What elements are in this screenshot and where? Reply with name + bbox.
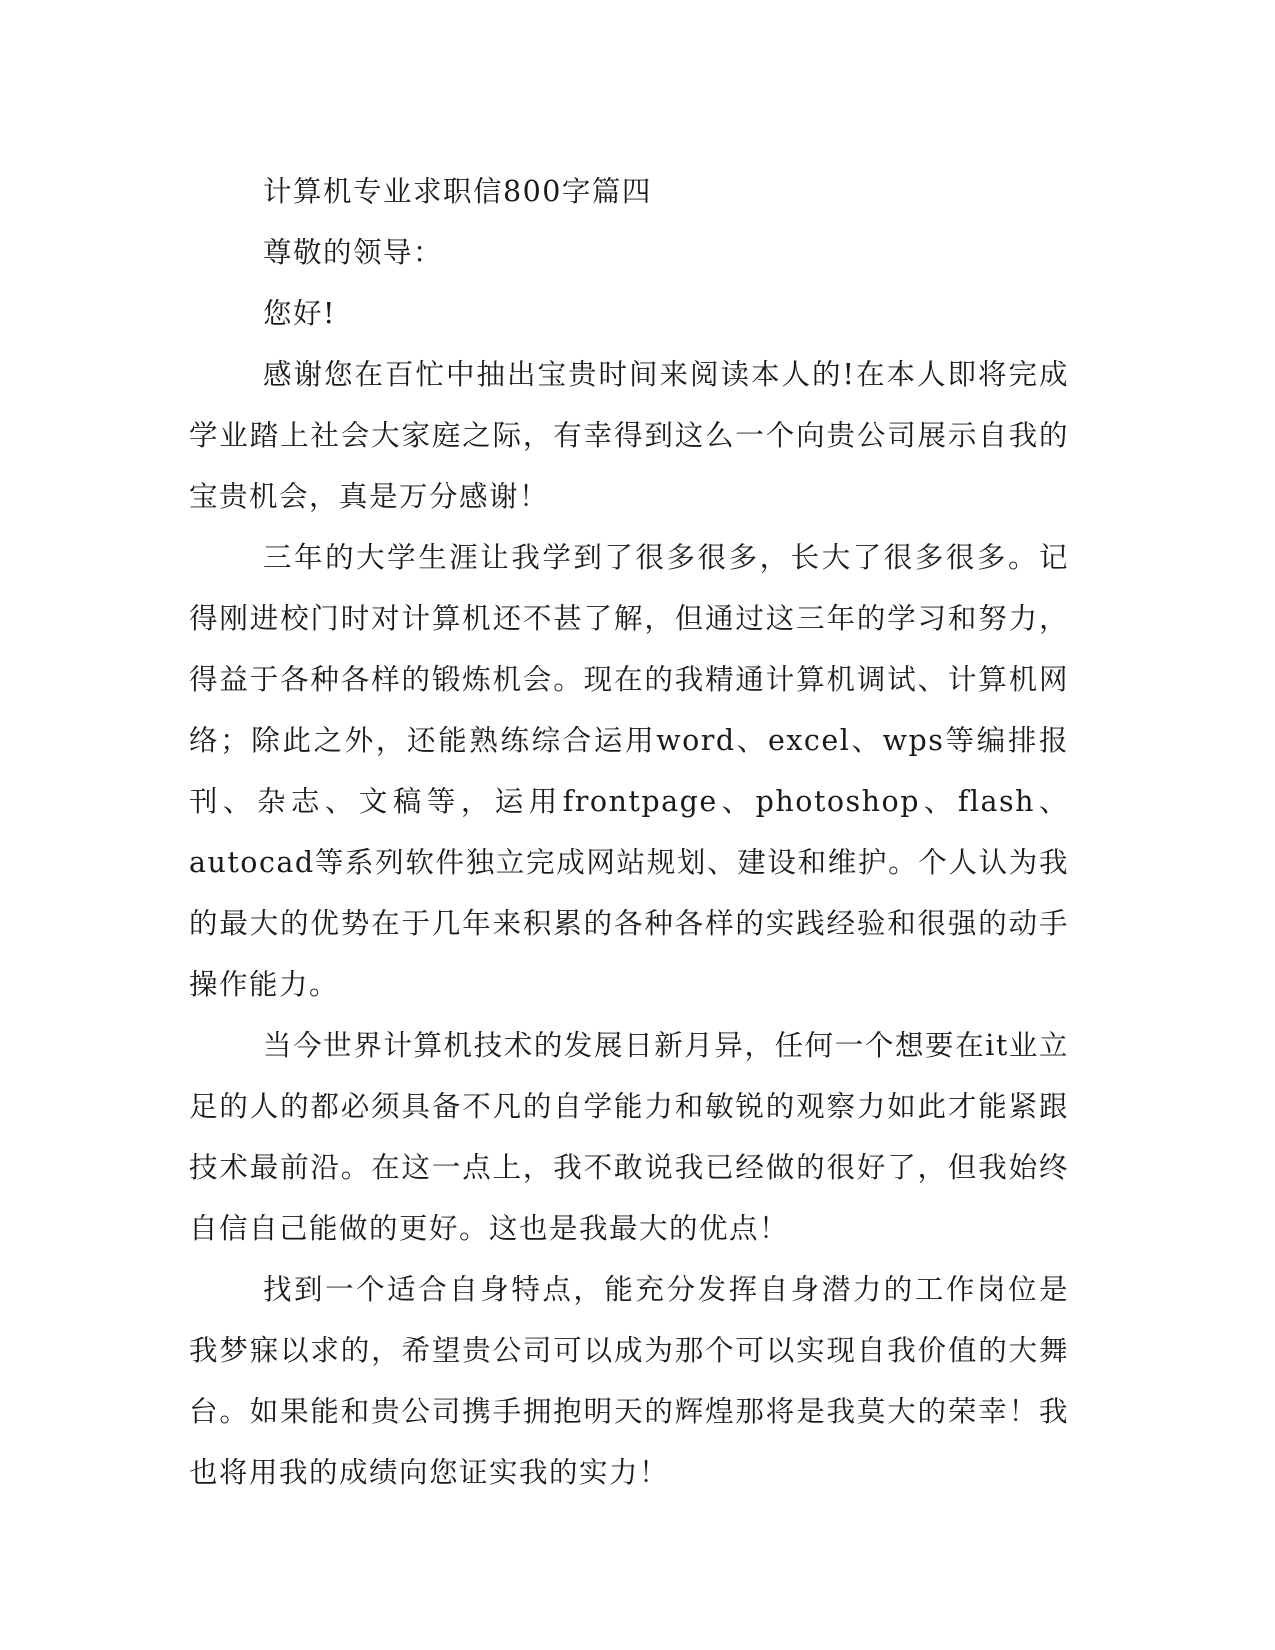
salutation: 尊敬的领导： xyxy=(263,236,444,269)
paragraph-experience: 三年的大学生涯让我学到了很多很多，长大了很多很多。记得刚进校门时对计算机还不甚了解，但通过这三年的学习和努力，得益于各种各样的锻炼机会。现在的我精通计算机调试、计算机网络；除此之外，还能熟练综合运用word、excel、wps等编排报刊、杂志、文稿等，运用frontpage、photoshop、flash、autocad等系列软件独立完成网站规划、建设和维护。个人认为我的最大的优势在于几年来积累的各种各样的实践经验和很强的动手操作能力。 xyxy=(189,541,1069,1001)
paragraph-strengths: 当今世界计算机技术的发展日新月异，任何一个想要在it业立足的人的都必须具备不凡的自学能力和敏锐的观察力如此才能紧跟技术最前沿。在这一点上，我不敢说我已经做的很好了，但我始终自信自己能做的更好。这也是我最大的优点！ xyxy=(189,1029,1069,1245)
paragraph-thanks: 感谢您在百忙中抽出宝贵时间来阅读本人的!在本人即将完成学业踏上社会大家庭之际，有幸得到这么一个向贵公司展示自我的宝贵机会，真是万分感谢！ xyxy=(189,358,1069,513)
paragraph-closing: 找到一个适合自身特点，能充分发挥自身潜力的工作岗位是我梦寐以求的，希望贵公司可以成为那个可以实现自我价值的大舞台。如果能和贵公司携手拥抱明天的辉煌那将是我莫大的荣幸！我也将用我的成绩向您证实我的实力！ xyxy=(189,1273,1069,1489)
greeting: 您好! xyxy=(263,297,336,330)
letter-body xyxy=(189,161,1069,1503)
document-title: 计算机专业求职信800字篇四 xyxy=(263,175,652,208)
